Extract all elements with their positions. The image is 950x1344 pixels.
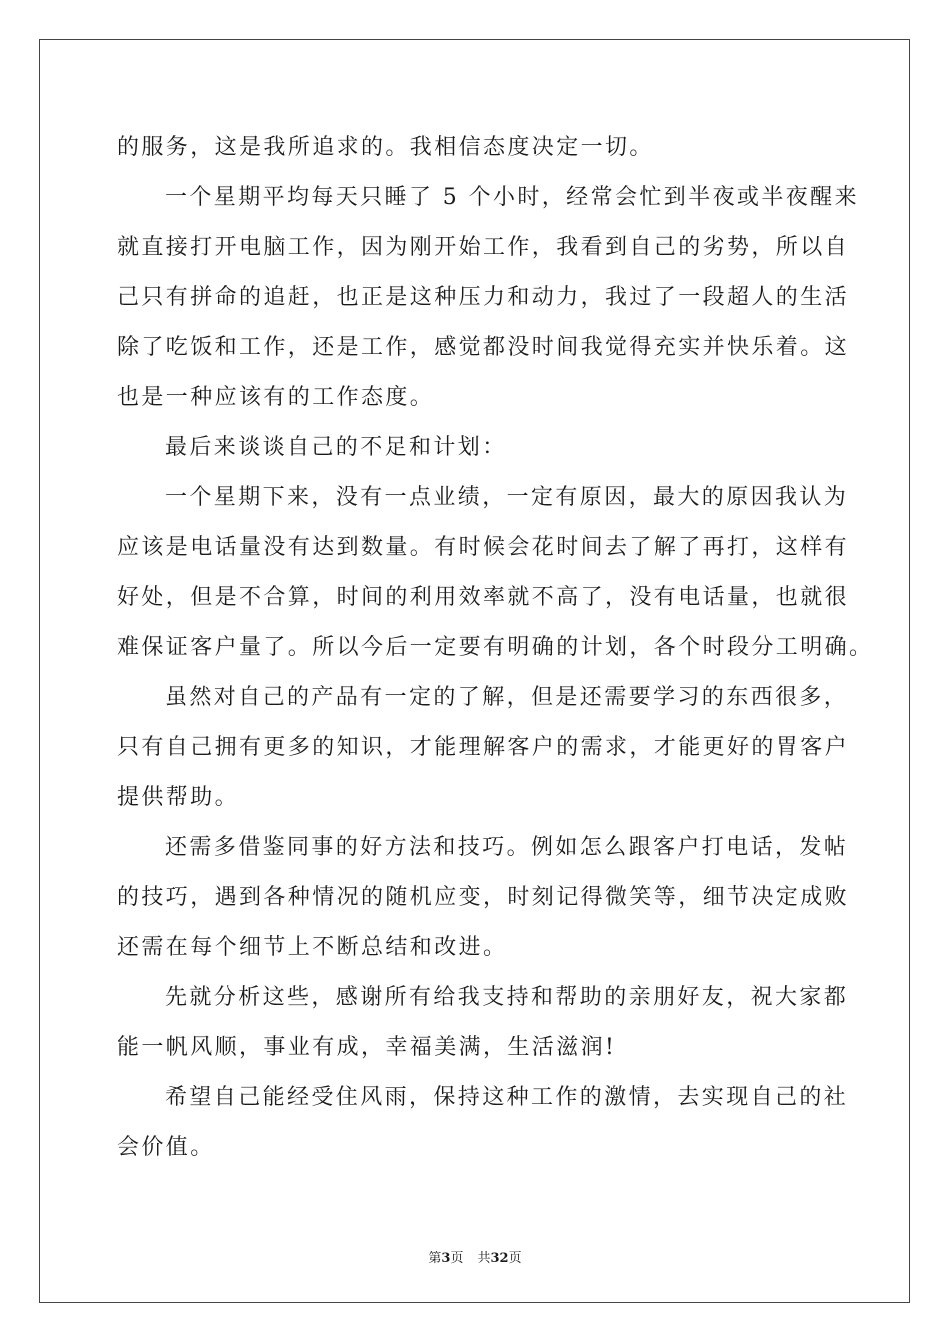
text-line: 好处，但是不合算，时间的利用效率就不高了，没有电话量，也就很 [117,585,850,610]
page-number: 3 [441,1251,451,1266]
text-line: 的技巧，遇到各种情况的随机应变，时刻记得微笑等，细节决定成败 [117,885,850,910]
page-prefix: 第 [428,1251,442,1266]
paragraph-start-line: 一个星期平均每天只睡了 5 个小时，经常会忙到半夜或半夜醒来 [165,185,859,210]
text-line: 能一帆风顺，事业有成，幸福美满，生活滋润! [117,1035,617,1060]
paragraph-start-line: 一个星期下来，没有一点业绩，一定有原因，最大的原因我认为 [165,485,849,510]
total-pages: 32 [490,1251,509,1266]
paragraph-start-line: 还需多借鉴同事的好方法和技巧。例如怎么跟客户打电话，发帖 [165,835,849,860]
total-prefix: 共 [477,1251,491,1266]
text-line: 就直接打开电脑工作，因为刚开始工作，我看到自己的劣势，所以自 [117,235,850,260]
page-suffix: 页 [450,1251,464,1266]
page-footer [0,1247,950,1266]
text-line: 己只有拼命的追赶，也正是这种压力和动力，我过了一段超人的生活 [117,285,850,310]
paragraph-start-line: 希望自己能经受住风雨，保持这种工作的激情，去实现自己的社 [165,1085,849,1110]
text-line: 还需在每个细节上不断总结和改进。 [117,935,508,960]
text-line: 会价值。 [117,1135,215,1160]
total-suffix: 页 [508,1251,522,1266]
paragraph-start-line: 先就分析这些，感谢所有给我支持和帮助的亲朋好友，祝大家都 [165,985,849,1010]
text-line: 除了吃饭和工作，还是工作，感觉都没时间我觉得充实并快乐着。这 [117,335,850,360]
text-line: 难保证客户量了。所以今后一定要有明确的计划，各个时段分工明确。 [117,635,874,660]
text-line: 也是一种应该有的工作态度。 [117,385,435,410]
text-line: 的服务，这是我所追求的。我相信态度决定一切。 [117,135,654,160]
section-heading-line: 最后来谈谈自己的不足和计划： [165,435,507,460]
text-line: 提供帮助。 [117,785,240,810]
paragraph-start-line: 虽然对自己的产品有一定的了解，但是还需要学习的东西很多， [165,685,849,710]
document-body [117,123,874,1173]
text-line: 应该是电话量没有达到数量。有时候会花时间去了解了再打，这样有 [117,535,850,560]
text-line: 只有自己拥有更多的知识，才能理解客户的需求，才能更好的胃客户 [117,735,850,760]
